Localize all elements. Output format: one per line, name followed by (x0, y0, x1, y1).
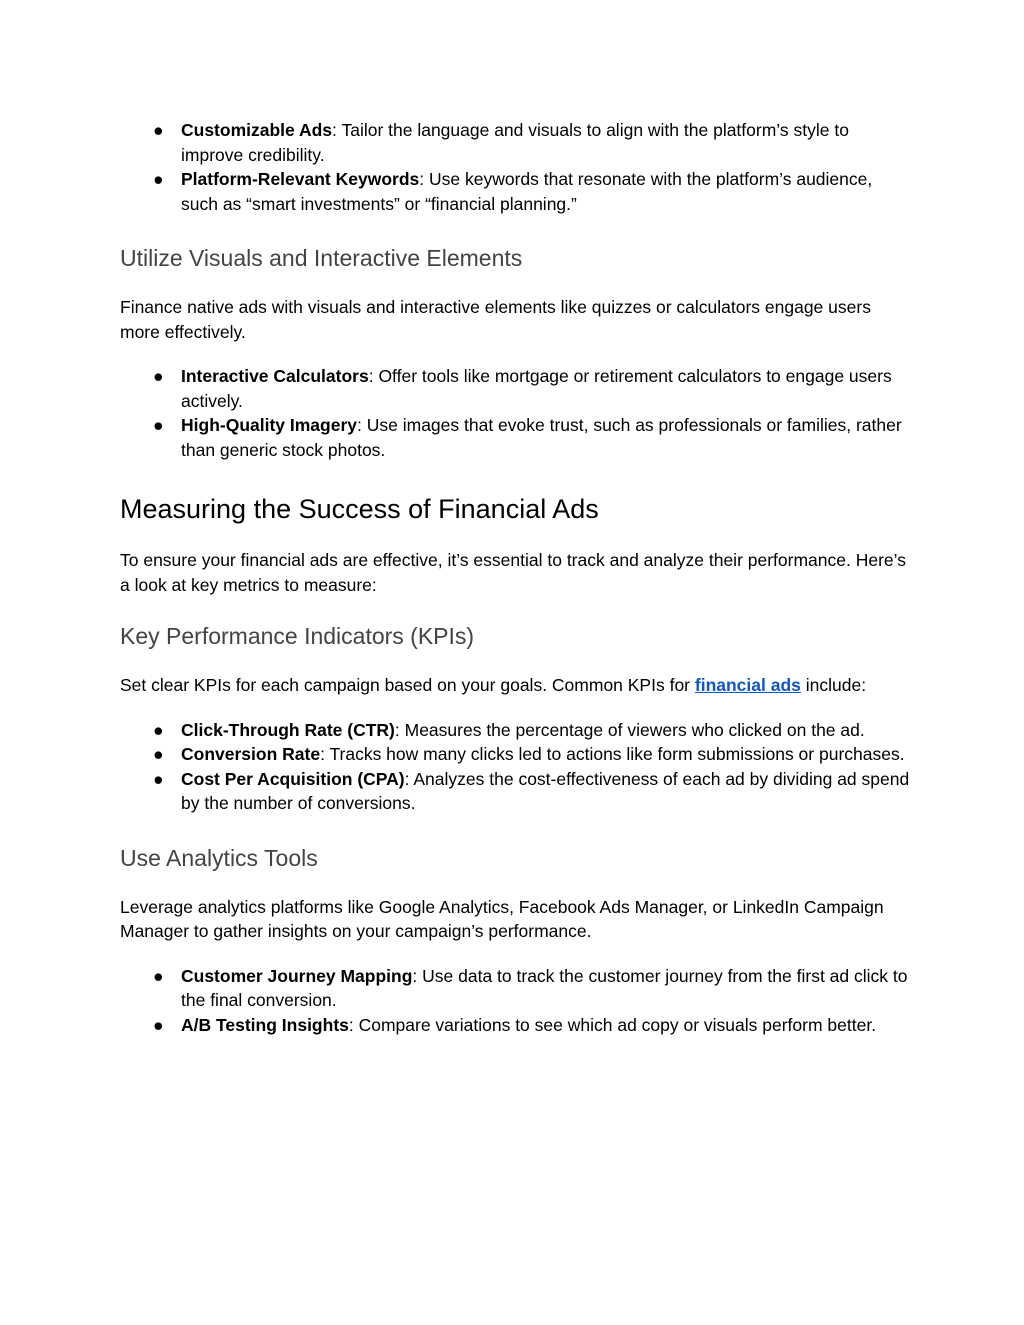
list-item (120, 167, 910, 216)
list-item-term: Customizable Ads (181, 120, 333, 140)
list-item-term: Customer Journey Mapping (181, 965, 413, 986)
bullet-icon: ● (153, 744, 164, 764)
list-item (120, 767, 910, 816)
list-item-term: Click-Through Rate (CTR) (181, 719, 395, 740)
bullet-icon: ● (153, 719, 164, 740)
list-item (120, 364, 910, 413)
kpis-intro-text: Set clear KPIs for each campaign based on your goals. Common KPIs for (120, 675, 695, 695)
list-item (120, 118, 910, 167)
list-item-desc: : Offer tools like mortgage or retirement calculators to engage users actively. (181, 366, 892, 411)
document-page (120, 118, 910, 1037)
list-item-desc: : Measures the percentage of viewers who clicked on the ad. (394, 719, 865, 740)
list-item-term: Cost Per Acquisition (CPA) (181, 768, 405, 789)
bullet-list-visuals (120, 364, 910, 462)
list-item-term: Conversion Rate (181, 744, 321, 764)
bullet-icon: ● (153, 965, 164, 986)
heading-utilize-visuals: Utilize Visuals and Interactive Elements (120, 245, 523, 271)
heading-analytics-tools: Use Analytics Tools (120, 844, 318, 871)
bullet-icon: ● (153, 169, 164, 189)
kpis-intro-text-end: include: (800, 675, 867, 695)
bullet-list-kpis (120, 718, 910, 816)
bullet-list-ad-tips (120, 118, 910, 216)
heading-measuring-success: Measuring the Success of Financial Ads (120, 494, 599, 524)
bullet-icon: ● (153, 768, 164, 789)
bullet-icon: ● (153, 366, 164, 386)
paragraph-visuals-intro: Finance native ads with visuals and interactive elements like quizzes or calculators engage users more effectively. (120, 297, 871, 342)
list-item-desc: : Use data to track the customer journey from the first ad click to the final conversion. (181, 965, 908, 1010)
list-item (120, 718, 910, 743)
list-item (120, 1013, 910, 1038)
list-item-desc: : Compare variations to see which ad copy or visuals perform better. (348, 1014, 877, 1035)
list-item-term: A/B Testing Insights (181, 1014, 349, 1035)
list-item-desc: : Tailor the language and visuals to align with the platform’s style to improve credibility. (181, 120, 849, 165)
financial-ads-link[interactable]: financial ads (694, 675, 801, 695)
paragraph-measuring-intro: To ensure your financial ads are effective, it’s essential to track and analyze their performance. Here’s a look at key metrics to measure: (120, 550, 906, 595)
list-item-term: High-Quality Imagery (181, 415, 358, 435)
list-item-desc: : Use keywords that resonate with the platform’s audience, such as “smart investments” or “financial planning.” (181, 169, 873, 214)
bullet-icon: ● (153, 120, 164, 140)
list-item-desc: : Use images that evoke trust, such as professionals or families, rather than generic stock photos. (181, 415, 902, 460)
paragraph-kpis-intro (120, 673, 910, 698)
bullet-icon: ● (153, 1014, 164, 1035)
list-item-desc: : Analyzes the cost-effectiveness of each ad by dividing ad spend by the number of conversions. (181, 768, 910, 813)
list-item-term: Platform-Relevant Keywords (181, 169, 420, 189)
bullet-list-analytics (120, 964, 910, 1038)
list-item-desc: : Tracks how many clicks led to actions like form submissions or purchases. (320, 744, 905, 764)
paragraph-analytics-intro: Leverage analytics platforms like Google Analytics, Facebook Ads Manager, or LinkedIn Campaign Manager to gather insights on your campaign’s performance. (120, 896, 884, 941)
list-item (120, 413, 910, 462)
list-item-term: Interactive Calculators (181, 366, 369, 386)
list-item (120, 964, 910, 1013)
heading-kpis: Key Performance Indicators (KPIs) (120, 623, 475, 649)
list-item (120, 742, 910, 767)
bullet-icon: ● (153, 415, 164, 435)
